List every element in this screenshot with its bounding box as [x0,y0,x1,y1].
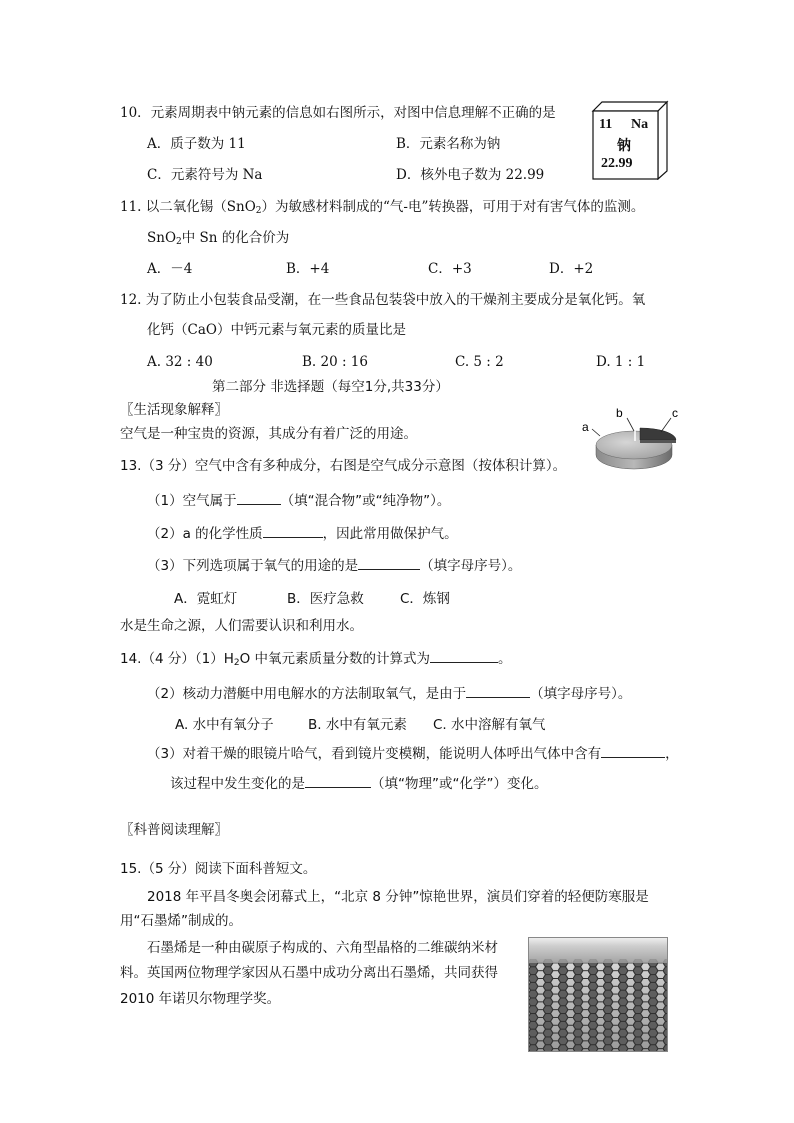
q14-option-c: C. 水中溶解有氧气 [433,717,546,733]
q15-para2-line1: 石墨烯是一种由碳原子构成的、六角型晶格的二维碳纳米材 [147,940,498,956]
q15-para1-line2: 用“石墨烯”制成的。 [120,913,242,929]
pie-leader-b [627,418,634,431]
q13-part1: （1）空气属于 （填“混合物”或“纯净物”）。 [147,490,450,511]
graphene-lattice-image [528,937,668,1052]
q12-stem-line2: 化钙（CaO）中钙元素与氧元素的质量比是 [147,322,406,338]
pie-slice-c-side [640,440,676,443]
pie-label-a: a [582,420,589,434]
q10-option-c: C．元素符号为 Na [147,167,263,183]
water-intro: 水是生命之源，人们需要认识和利用水。 [120,618,363,634]
q14-part3: （3）对着干燥的眼镜片哈气，看到镜片变模糊，能说明人体呼出气体中含有 ， [147,743,679,764]
q15-para2-line2: 料。英国两位物理学家因从石墨中成功分离出石墨烯，共同获得 [120,965,498,981]
q12-option-d: D. 1 : 1 [596,354,646,370]
sodium-element-card [591,100,671,180]
element-atomic-number: 11 [599,117,613,132]
answer-blank[interactable] [305,773,371,788]
answer-blank[interactable] [263,523,323,538]
section-life-phenomena: 〖生活现象解释〗 [120,402,228,418]
q14-part2: （2）核动力潜艇中用电解水的方法制取氧气，是由于 （填字母序号）。 [147,683,631,704]
answer-blank[interactable] [430,648,498,663]
q10-option-b: B．元素名称为钠 [396,136,501,152]
pie-leader-c [661,418,671,432]
q10-stem: 10．元素周期表中钠元素的信息如右图所示，对图中信息理解不正确的是 [120,105,556,121]
part2-title: 第二部分 非选择题（每空1分,共33分） [212,379,449,395]
q10-option-d: D．核外电子数为 22.99 [396,167,545,183]
q12-option-a: A. 32 : 40 [147,354,213,370]
section-science-reading: 〖科普阅读理解〗 [120,822,228,838]
q15-stem: 15.（5 分）阅读下面科普短文。 [120,861,317,877]
pie-leader-a [592,429,600,436]
q15-para1-line1: 2018 年平昌冬奥会闭幕式上，“北京 8 分钟”惊艳世界，演员们穿着的轻便防寒服是 [147,889,649,905]
q11-option-d: D．+2 [549,261,594,277]
q13-part3: （3）下列选项属于氧气的用途的是 （填字母序号）。 [147,555,521,576]
q12-option-b: B. 20 : 16 [302,354,368,370]
q14-option-a: A. 水中有氧分子 [175,717,274,733]
q13-option-b: B．医疗急救 [287,591,364,607]
answer-blank[interactable] [358,555,420,570]
q11-option-a: A．－4 [147,261,193,277]
element-name: 钠 [617,138,631,154]
q13-option-c: C．炼钢 [400,591,450,607]
q14-part3-line2: 该过程中发生变化的是 （填“物理”或“化学”）变化。 [170,773,547,794]
q13-option-a: A．霓虹灯 [174,591,238,607]
q11-stem: 11. 以二氧化锡（SnO$_2$）为敏感材料制成的“气-电”转换器，可用于对有害气体的监测。 [120,199,645,216]
q12-stem: 12. 为了防止小包装食品受潮，在一些食品包装袋中放入的干燥剂主要成分是氧化钙。氧 [120,292,646,308]
air-intro: 空气是一种宝贵的资源，其成分有着广泛的用途。 [120,426,417,442]
q11-option-c: C．+3 [428,261,472,277]
pie-label-b: b [616,406,623,420]
q13-stem: 13.（3 分）空气中含有多种成分，右图是空气成分示意图（按体积计算）。 [120,458,567,474]
answer-blank[interactable] [466,683,530,698]
element-symbol: Na [631,117,649,132]
q12-option-c: C. 5 : 2 [455,354,504,370]
q13-part2: （2）a 的化学性质 ，因此常用做保护气。 [147,523,458,544]
q14-stem: 14.（4 分）$(1)H_2O$ 中氧元素质量分数的计算式为 。 [120,648,512,673]
pie-label-c: c [672,406,678,420]
q11-stem-line2: SnO$_2$中 Sn 的化合价为 [147,230,290,247]
q14-option-b: B. 水中有氧元素 [308,717,407,733]
pie-slice-c [640,428,676,440]
answer-blank[interactable] [237,490,281,505]
q15-para2-line3: 2010 年诺贝尔物理学奖。 [120,991,281,1007]
q11-option-b: B．+4 [286,261,330,277]
answer-blank[interactable] [601,743,665,758]
air-composition-pie [578,403,690,475]
q10-option-a: A．质子数为 11 [147,136,246,152]
element-atomic-mass: 22.99 [601,156,633,171]
